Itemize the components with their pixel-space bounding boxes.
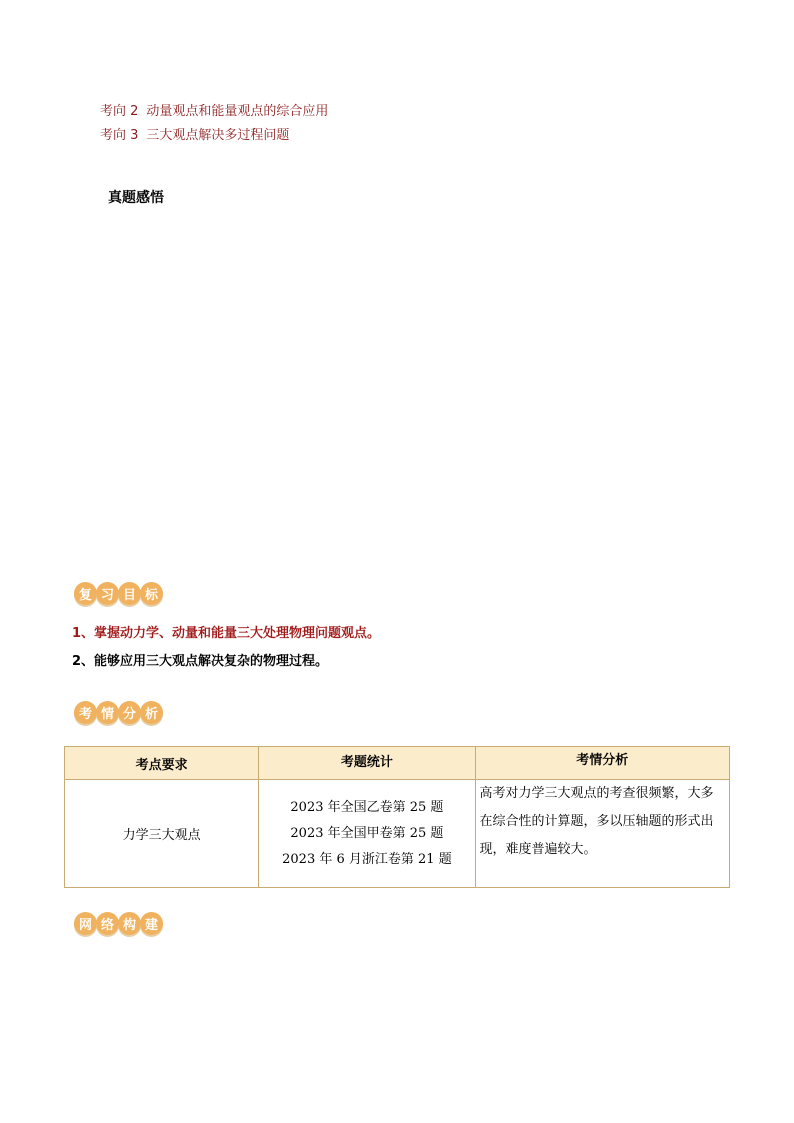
badge-char: 网 — [74, 912, 97, 935]
section-title: 真题感悟 — [108, 190, 164, 206]
review-goal-badge — [74, 582, 162, 605]
goal-number: 1、 — [72, 626, 95, 641]
table-row — [65, 780, 730, 888]
badge-char: 分 — [118, 701, 141, 724]
goal-text: 能够应用三大观点解决复杂的物理过程。 — [94, 654, 329, 669]
badge-char: 情 — [96, 701, 119, 724]
badge-char: 目 — [118, 582, 141, 605]
goal-text: 掌握动力学、动量和能量三大处理物理问题观点。 — [94, 626, 381, 641]
analysis-text: 高考对力学三大观点的考查很频繁，大多在综合性的计算题，多以压轴题的形式出现，难度普遍较大。 — [479, 786, 714, 857]
network-badge — [74, 912, 162, 935]
goal-number: 2、 — [72, 654, 95, 669]
badge-char: 习 — [96, 582, 119, 605]
stat-line: 2023 年全国甲卷第 25 题 — [290, 825, 444, 841]
toc-item-2[interactable] — [100, 100, 328, 119]
table-header-row — [65, 747, 730, 780]
badge-char: 建 — [140, 912, 163, 935]
toc-text: 三大观点解决多过程问题 — [146, 128, 290, 143]
cell-requirement: 力学三大观点 — [65, 780, 259, 888]
toc-item-3[interactable] — [100, 124, 289, 143]
badge-char: 析 — [140, 701, 163, 724]
badge-char: 复 — [74, 582, 97, 605]
badge-char: 考 — [74, 701, 97, 724]
toc-text: 动量观点和能量观点的综合应用 — [146, 104, 329, 119]
exam-analysis-badge — [74, 701, 162, 724]
cell-analysis — [475, 780, 729, 888]
badge-char: 络 — [96, 912, 119, 935]
header-stats: 考题统计 — [259, 747, 475, 780]
stat-line: 2023 年全国乙卷第 25 题 — [290, 799, 444, 815]
toc-tag: 考向 2 — [100, 104, 139, 119]
cell-stats — [259, 780, 475, 888]
header-requirement: 考点要求 — [65, 747, 259, 780]
header-analysis: 考情分析 — [475, 747, 729, 780]
badge-char: 标 — [140, 582, 163, 605]
exam-analysis-table — [64, 746, 730, 888]
badge-char: 构 — [118, 912, 141, 935]
goal-item-2 — [72, 650, 328, 669]
goal-item-1 — [72, 622, 380, 641]
stat-line: 2023 年 6 月浙江卷第 21 题 — [282, 851, 452, 867]
toc-tag: 考向 3 — [100, 128, 139, 143]
